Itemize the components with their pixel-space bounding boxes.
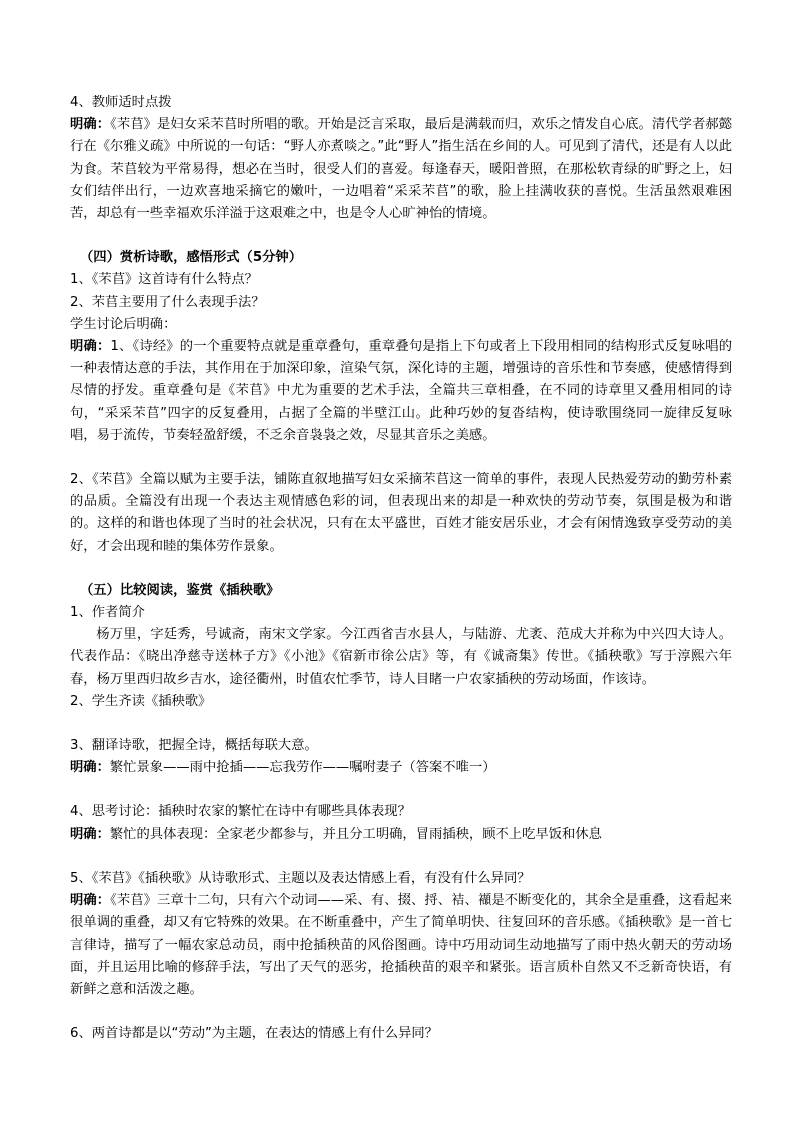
sec4-title: （四）赏析诗歌，感悟形式（5分钟） <box>80 250 303 266</box>
clarify-label: 明确： <box>70 339 111 355</box>
s4-quote: 野人亦煮啖之。 <box>290 139 378 155</box>
sec5-read: 2、学生齐读《插秧歌》 <box>70 693 212 709</box>
sec5-a3: 繁忙景象——雨中抢插——忘我劳作——嘱咐妻子（答案不唯一） <box>109 760 496 776</box>
sec5-answer3 <box>70 757 732 779</box>
clarify-label: 明确： <box>70 893 111 909</box>
sec5-answer4 <box>70 824 732 846</box>
sec5-title: （五）比较阅读，鉴赏《插秧歌》 <box>80 582 280 598</box>
sec5-task5: 5、《芣苢》《插秧歌》从诗歌形式、主题以及表达情感上看，有没有什么异同？ <box>70 870 531 886</box>
sec5-a4: 繁忙的具体表现：全家老少都参与，并且分工明确，冒雨插秧，顾不上吃早饭和休息 <box>109 826 602 842</box>
sec4-discuss: 学生讨论后明确： <box>70 316 177 332</box>
sec5-a5: 《芣苢》三章十二句，只有六个动词——采、有、掇、捋、袺、襭是不断变化的，其余全是重叠，这看起来很单调的重叠，却又有它特殊的效果。在不断重叠中，产生了简单明快、往复回环的音乐感。《插秧歌》是一首七言律诗，描写了一幅农家总动员，雨中抢插秧苗的风俗图画。诗中巧用动词生动地描写了雨中热火朝天的劳动场面，并且运用比喻的修辞手法，写出了天气的恶劣，抢插秧苗的艰辛和紧张。语言质朴自然又不乏新奇快语，有新鲜之意和活泼之趣。 <box>70 893 733 997</box>
clarify-label: 明确： <box>70 826 110 842</box>
s4-text: 《芣苢》是妇女采芣苢时所唱的歌。开始是泛言采取，最后是满载而归，欢乐之情发自心底。清代学者郝懿行在《尔雅义疏》中所说的一句话：“ <box>70 117 732 155</box>
s4-text3: ”指生活在乡间的人。可见到了清代，还是有人以此为食。芣苢较为平常易得，想必在当时，很受人们的喜爱。每逢春天，暖阳普照，在那松软青绿的旷野之上，妇女们结伴出行，一边欢喜地采摘它的嫩叶，一边唱着“采采芣苢”的歌，脸上挂满收获的喜悦。生活虽然艰难困苦，却总有一些幸福欢乐洋溢于这艰难之中，也是令人心旷神怡的情境。 <box>70 139 732 222</box>
s4-text2: ”此“ <box>377 139 405 155</box>
clarify-label: 明确： <box>70 760 110 776</box>
sec5-intro-text: 杨万里，字廷秀，号诚斋，南宋文学家。今江西省吉水县人，与陆游、尤袤、范成大并称为中兴四大诗人。代表作品：《晓出净慈寺送林子方》《小池》《宿新市徐公店》等，有《诚斋集》传世。《插秧歌》写于淳熙六年春，杨万里西归故乡吉水，途径衢州，时值农忙季节，诗人目睹一户农家插秧的劳动场面，作该诗。 <box>70 627 732 687</box>
sec5-task6: 6、两首诗都是以“劳动”为主题，在表达的情感上有什么异同？ <box>70 1026 438 1042</box>
document-page <box>70 92 732 1045</box>
sec4-a1: 1、《诗经》的一个重要特点就是重章叠句，重章叠句是指上下句或者上下段用相同的结构形式反复咏唱的一种表情达意的手法，其作用在于加深印象，渲染气氛，深化诗的主题，增强诗的音乐性和节奏感，使感情得到尽情的抒发。重章叠句是《芣苢》中尤为重要的艺术手法，全篇共三章相叠，在不同的诗章里又叠用相同的诗句，“ <box>70 339 732 421</box>
sec5-answer5 <box>70 890 732 1001</box>
s4-heading: 4、教师适时点拨 <box>70 95 172 110</box>
sec4-q1: 1、《芣苢》这首诗有什么特点？ <box>70 272 258 288</box>
sec5-task3: 3、翻译诗歌，把握全诗，概括每联大意。 <box>70 738 318 754</box>
s4-quote2: 野人 <box>404 139 432 155</box>
sec5-intro <box>70 624 732 691</box>
clarify-label: 明确： <box>70 117 111 133</box>
sec5-task4: 4、思考讨论：插秧时农家的繁忙在诗中有哪些具体表现？ <box>70 804 411 820</box>
sec4-answer2: 2、《芣苢》全篇以赋为主要手法，铺陈直叙地描写妇女采摘芣苢这一简单的事件，表现人民热爱劳动的勤劳朴素的品质。全篇没有出现一个表达主观情感色彩的词，但表现出来的却是一种欢快的劳动节奏，氛围是极为和谐的。这样的和谐也体现了当时的社会状况，只有在太平盛世，百姓才能安居乐业，才会有闲情逸致享受劳动的美好，才会出现和睦的集体劳作景象。 <box>70 472 732 554</box>
sec4-q2: 2、芣苢主要用了什么表现手法？ <box>70 294 265 310</box>
sec4-answer1 <box>70 336 732 447</box>
sec5-intro-heading: 1、作者简介 <box>70 605 145 621</box>
sec4-a1b: ”四字的反复叠用，占据了全篇的半壁江山。此种巧妙的复沓结构，使诗歌围绕同一旋律反复咏唱，易于流传，节奏轻盈舒缓，不乏余音袅袅之效，尽显其音乐之美感。 <box>70 405 733 443</box>
s4-explanation <box>70 114 732 225</box>
sec4-a1-quote: 采采芣苢 <box>104 405 161 421</box>
